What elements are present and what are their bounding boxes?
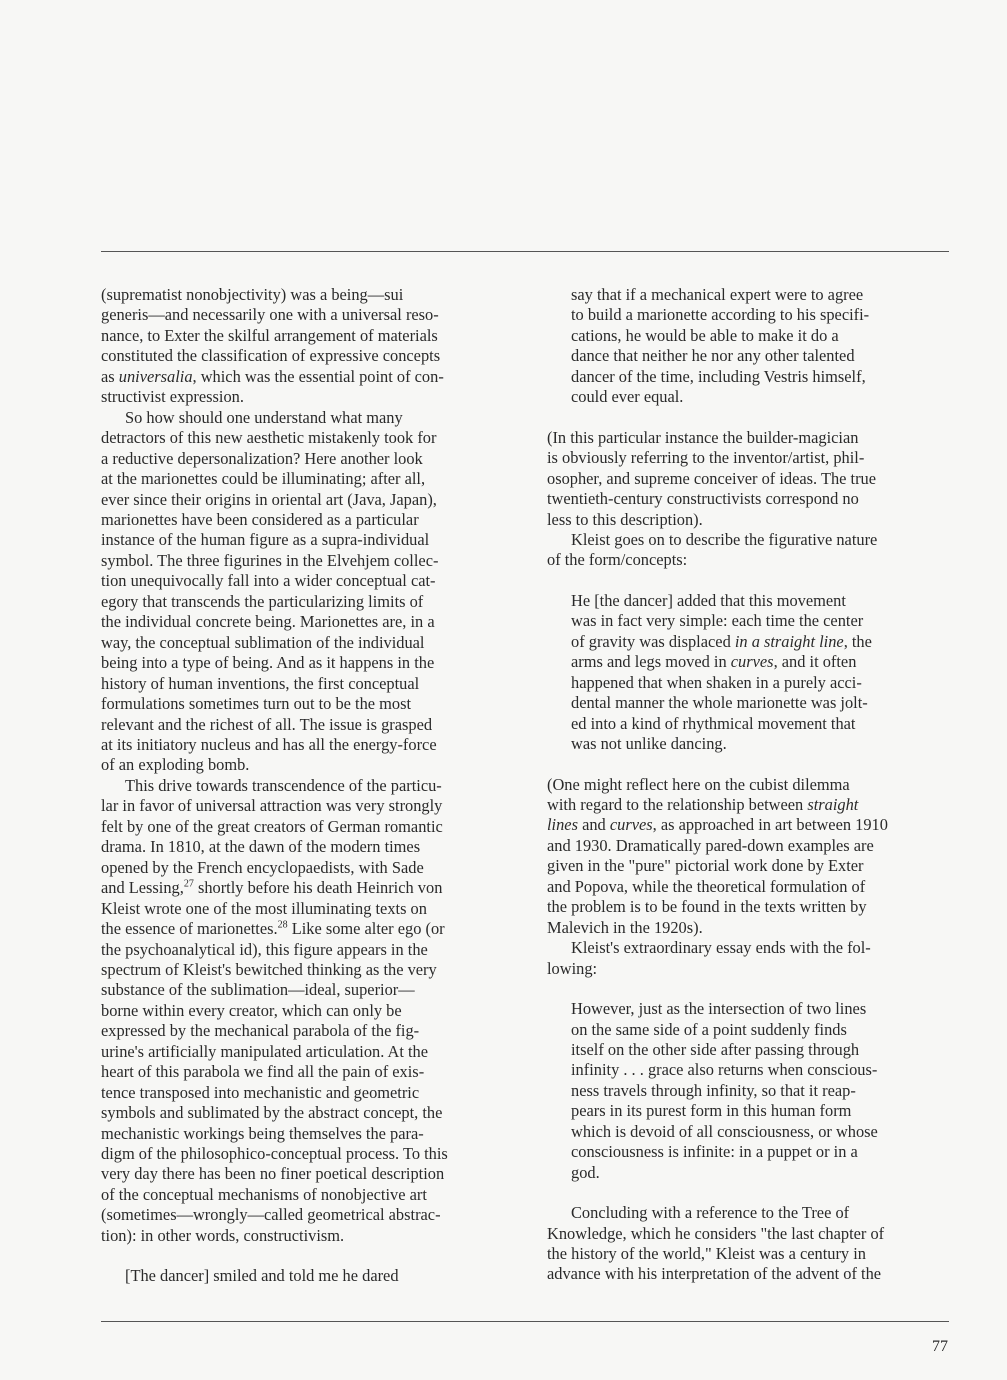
- block-quote: [The dancer] smiled and told me he dared: [125, 1266, 399, 1286]
- top-rule: [101, 251, 949, 252]
- paragraph: (suprematist nonobjectivity) was a being—sui generis—and necessarily one with a universal reso- nance, to Exter the skilful arrangement of materials constituted the classification of expressive concepts as universalia, which was the essential point of con- structivist expression.: [101, 285, 444, 407]
- bottom-rule: [101, 1321, 949, 1322]
- page-number: 77: [932, 1338, 948, 1355]
- block-quote: He [the dancer] added that this movement was in fact very simple: each time the center of gravity was displaced in a straight line, the arms and legs moved in curves, and it often happened that when shaken in a purely acci- dental manner the whole marionette was jolt- ed into a kind of rhythmical movement that was not unlike dancing.: [571, 590, 872, 754]
- paragraph: So how should one understand what many detractors of this new aesthetic mistakenly took for a reductive depersonalization? Here another look at the marionettes could be illuminating; after all, ever since their origins in oriental art (Java, Japan), marionettes have been considered as a particular instance of the human figure as a supra-individual symbol. The three figurines in the Elvehjem collec- tion unequivocally fall into a wider conceptual cat- egory that transcends the particularizing limits of the individual concrete being. Marionettes are, in a way, the conceptual sublimation of the individual being into a type of being. And as it happens in the history of human inventions, the first conceptual formulations sometimes turn out to be the most relevant and the richest of all. The issue is grasped at its initiatory nucleus and has all the energy-force of an exploding bomb.: [101, 407, 439, 775]
- paragraph: Kleist's extraordinary essay ends with the fol- lowing:: [547, 938, 871, 978]
- paragraph: This drive towards transcendence of the particu- lar in favor of universal attraction was very strongly felt by one of the great creators of German romantic drama. In 1810, at the dawn of the modern times opened by the French encyclopaedists, with Sade and Lessing,$^{27}$ shortly before his death Heinrich von Kleist wrote one of the most illuminating texts on the essence of marionettes.$^{28}$ Like some alter ego (or the psychoanalytical id), this figure appears in the spectrum of Kleist's bewitched thinking as the very substance of the sublimation—ideal, superior— borne within every creator, which can only be expressed by the mechanical parabola of the fig- urine's artificially manipulated articulation. At the heart of this parabola we find all the pain of exis- tence transposed into mechanistic and geometric symbols and sublimated by the abstract concept, the mechanistic workings being themselves the para- digm of the philosophico-conceptual process. To this very day there has been no finer poetical description of the conceptual mechanisms of nonobjective art (sometimes—wrongly—called geometrical abstrac- tion): in other words, constructivism.: [101, 775, 448, 1245]
- footnote-ref: 27: [183, 878, 194, 890]
- right-column: [547, 285, 951, 1285]
- footnote-ref: 28: [277, 919, 288, 931]
- paragraph: (In this particular instance the builder-magician is obviously referring to the inventor/artist, phil- osopher, and supreme conceiver of ideas. The true twentieth-century constructivists correspond no less to this description).: [547, 427, 877, 529]
- block-quote: However, just as the intersection of two lines on the same side of a point suddenly finds itself on the other side after passing through infinity . . . grace also returns when conscious- ness travels through infinity, so that it reap- pears in its purest form in this human form which is devoid of all consciousness, or whose consciousness is infinite: in a puppet or in a god.: [571, 999, 878, 1182]
- paragraph: Kleist goes on to describe the figurative nature of the form/concepts:: [547, 529, 878, 570]
- paragraph: (One might reflect here on the cubist dilemma with regard to the relationship between straight lines and curves, as approached in art between 1910 and 1930. Dramatically pared-down examples are given in the "pure" pictorial work done by Exter and Popova, while the theoretical formulation of the problem is to be found in the texts written by Malevich in the 1920s).: [547, 774, 888, 937]
- paragraph: Concluding with a reference to the Tree of Knowledge, which he considers "the last chapter of the history of the world," Kleist was a century in advance with his interpretation of the advent of the: [547, 1203, 885, 1284]
- left-column: [101, 285, 505, 1287]
- block-quote: say that if a mechanical expert were to agree to build a marionette according to his specifi- cations, he would be able to make it do a dance that neither he nor any other talented dancer of the time, including Vestris himself, could ever equal.: [571, 285, 870, 407]
